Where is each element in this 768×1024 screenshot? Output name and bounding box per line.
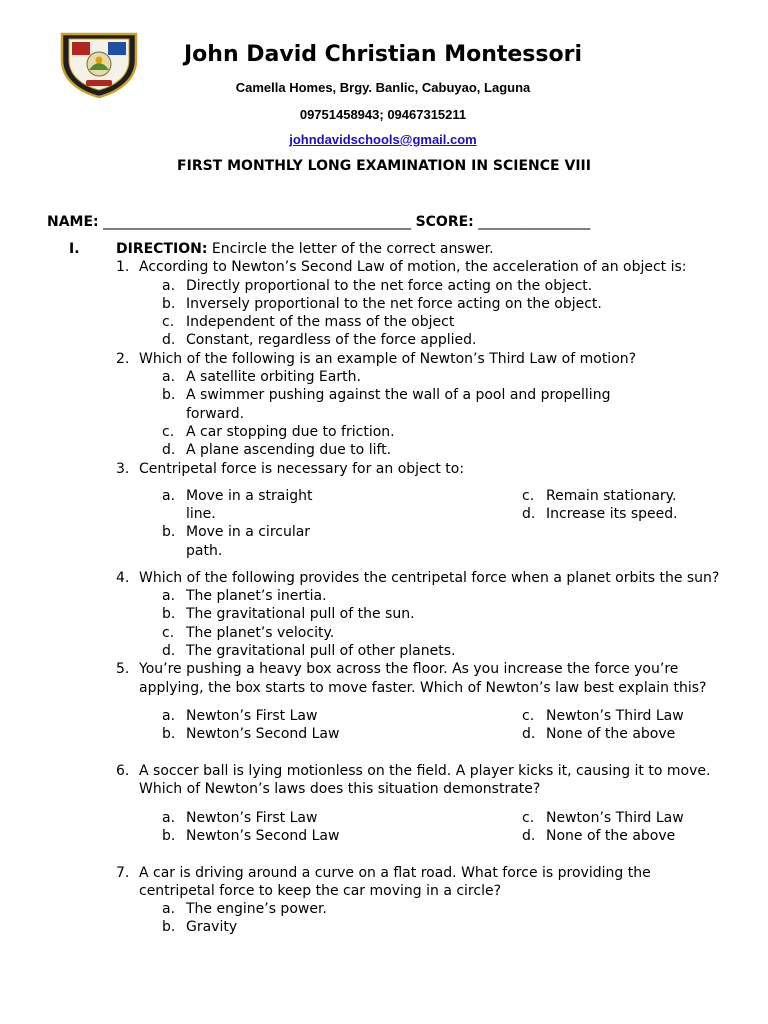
question-number: 3. — [116, 460, 130, 477]
option-letter[interactable]: c. — [162, 314, 175, 331]
option-letter[interactable]: a. — [162, 809, 176, 826]
option-text: Move in a circular path. — [186, 524, 311, 559]
score-blank[interactable]: ________________ — [478, 214, 591, 230]
option-letter[interactable]: a. — [162, 588, 176, 605]
school-email-link[interactable]: johndavidschools@gmail.com — [289, 132, 477, 147]
option-letter[interactable]: b. — [162, 726, 176, 743]
section-direction-row — [0, 240, 768, 258]
question-number: 7. — [116, 864, 130, 881]
question-text: Which of the following is an example of Newton’s Third Law of motion? — [139, 350, 637, 367]
question-text: A car is driving around a curve on a flat road. What force is providing the centripetal force to keep the car moving in a circle? — [139, 864, 651, 899]
option-1d[interactable] — [0, 331, 768, 349]
option-letter[interactable]: c. — [162, 624, 175, 641]
option-4d[interactable] — [0, 642, 768, 660]
school-phones: 09751458943; 09467315211 — [299, 107, 467, 122]
option-text: The gravitational pull of the sun. — [186, 606, 415, 623]
option-2b[interactable] — [0, 386, 768, 423]
option-letter[interactable]: a. — [162, 707, 176, 724]
option-letter[interactable]: c. — [522, 707, 535, 724]
option-text: A plane ascending due to lift. — [186, 442, 392, 459]
question-4 — [0, 569, 768, 587]
section-number: I. — [69, 241, 80, 257]
option-text: The planet’s velocity. — [186, 624, 335, 641]
option-letter[interactable]: b. — [162, 606, 176, 623]
option-4a[interactable] — [0, 587, 768, 605]
option-3d[interactable] — [522, 505, 722, 523]
option-letter[interactable]: d. — [162, 643, 176, 660]
question-6 — [0, 762, 768, 799]
direction-text — [116, 240, 494, 258]
option-7b[interactable] — [0, 918, 768, 936]
option-1c[interactable] — [0, 313, 768, 331]
option-text: Newton’s First Law — [186, 707, 318, 724]
option-1a[interactable] — [0, 277, 768, 295]
question-5 — [0, 660, 768, 697]
option-letter[interactable]: d. — [522, 726, 536, 743]
question-text: You’re pushing a heavy box across the floor. As you increase the force you’re applying, the box starts to move faster. Which of Newton’s law best explain this? — [139, 661, 707, 696]
option-text: Directly proportional to the net force acting on the object. — [186, 277, 593, 294]
option-letter[interactable]: d. — [162, 442, 176, 459]
option-6c[interactable] — [522, 809, 722, 827]
option-letter[interactable]: b. — [162, 919, 176, 936]
question-number: 5. — [116, 661, 130, 678]
option-text: A satellite orbiting Earth. — [186, 369, 361, 386]
school-name: John David Christian Montessori — [184, 42, 582, 67]
question-number: 2. — [116, 350, 130, 367]
school-address: Camella Homes, Brgy. Banlic, Cabuyao, Laguna — [235, 80, 531, 95]
option-letter[interactable]: b. — [162, 387, 176, 404]
option-letter[interactable]: a. — [162, 369, 176, 386]
option-letter[interactable]: d. — [162, 332, 176, 349]
option-4b[interactable] — [0, 605, 768, 623]
school-logo — [56, 30, 142, 98]
option-text: The engine’s power. — [186, 901, 327, 918]
question-text: According to Newton’s Second Law of motion, the acceleration of an object is: — [139, 259, 687, 276]
question-number: 4. — [116, 569, 130, 586]
question-7 — [0, 864, 768, 901]
option-letter[interactable]: c. — [522, 809, 535, 826]
options-5-grid — [0, 697, 768, 762]
name-blank[interactable]: ____________________________________________ — [103, 214, 412, 230]
option-letter[interactable]: d. — [522, 827, 536, 844]
option-text: Newton’s Second Law — [186, 827, 340, 844]
option-text: Independent of the mass of the object — [186, 314, 455, 331]
option-text: Newton’s Second Law — [186, 726, 340, 743]
option-text: A swimmer pushing against the wall of a pool and propelling forward. — [186, 387, 611, 422]
option-2c[interactable] — [0, 423, 768, 441]
option-letter[interactable]: a. — [162, 277, 176, 294]
option-text: Increase its speed. — [546, 506, 678, 523]
option-6d[interactable] — [522, 827, 722, 845]
option-5a[interactable] — [162, 707, 462, 725]
option-letter[interactable]: a. — [162, 901, 176, 918]
options-3-grid — [0, 478, 768, 569]
option-text: Constant, regardless of the force applied. — [186, 332, 477, 349]
option-text: Newton’s Third Law — [546, 707, 684, 724]
question-2 — [0, 350, 768, 368]
option-5d[interactable] — [522, 725, 722, 743]
option-letter[interactable]: d. — [522, 506, 536, 523]
option-7a[interactable] — [0, 900, 768, 918]
option-text: None of the above — [546, 726, 676, 743]
option-3a[interactable] — [162, 487, 332, 524]
option-text: Remain stationary. — [546, 487, 677, 504]
name-score-row — [47, 213, 727, 231]
question-text: Which of the following provides the centripetal force when a planet orbits the sun? — [139, 569, 720, 586]
question-text: A soccer ball is lying motionless on the field. A player kicks it, causing it to move. Which of Newton’s laws does this situation demonstrate? — [139, 762, 711, 798]
score-label: SCORE: — [415, 214, 474, 230]
option-text: Gravity — [186, 919, 238, 936]
option-text: Newton’s First Law — [186, 809, 318, 826]
option-letter[interactable]: b. — [162, 524, 176, 541]
direction-label: DIRECTION: — [116, 241, 208, 257]
question-number: 6. — [116, 762, 130, 779]
option-letter[interactable]: a. — [162, 487, 176, 504]
option-3c[interactable] — [522, 487, 722, 505]
option-text: Move in a straight line. — [186, 487, 313, 523]
option-6a[interactable] — [162, 809, 462, 827]
option-text: A car stopping due to friction. — [186, 423, 395, 440]
option-text: Inversely proportional to the net force acting on the object. — [186, 295, 602, 312]
option-letter[interactable]: b. — [162, 295, 176, 312]
exam-title: FIRST MONTHLY LONG EXAMINATION IN SCIENCE VIII — [177, 158, 591, 174]
question-3 — [0, 460, 768, 478]
option-letter[interactable]: c. — [522, 487, 535, 504]
option-text: The gravitational pull of other planets. — [186, 643, 456, 660]
option-5c[interactable] — [522, 707, 722, 725]
options-6-grid — [0, 799, 768, 864]
question-1 — [0, 258, 768, 276]
direction-body: Encircle the letter of the correct answer. — [207, 241, 494, 257]
question-text: Centripetal force is necessary for an object to: — [139, 460, 465, 477]
option-4c[interactable] — [0, 624, 768, 642]
exam-content — [0, 240, 768, 937]
option-2a[interactable] — [0, 368, 768, 386]
option-text: Newton’s Third Law — [546, 809, 684, 826]
option-2d[interactable] — [0, 441, 768, 459]
question-number: 1. — [116, 259, 130, 276]
option-1b[interactable] — [0, 295, 768, 313]
option-6b[interactable] — [162, 827, 462, 845]
name-label: NAME: — [47, 214, 99, 230]
option-text: None of the above — [546, 827, 676, 844]
option-text: The planet’s inertia. — [186, 588, 327, 605]
option-letter[interactable]: c. — [162, 423, 175, 440]
option-letter[interactable]: b. — [162, 827, 176, 844]
option-5b[interactable] — [162, 725, 462, 743]
option-3b[interactable] — [162, 523, 332, 560]
